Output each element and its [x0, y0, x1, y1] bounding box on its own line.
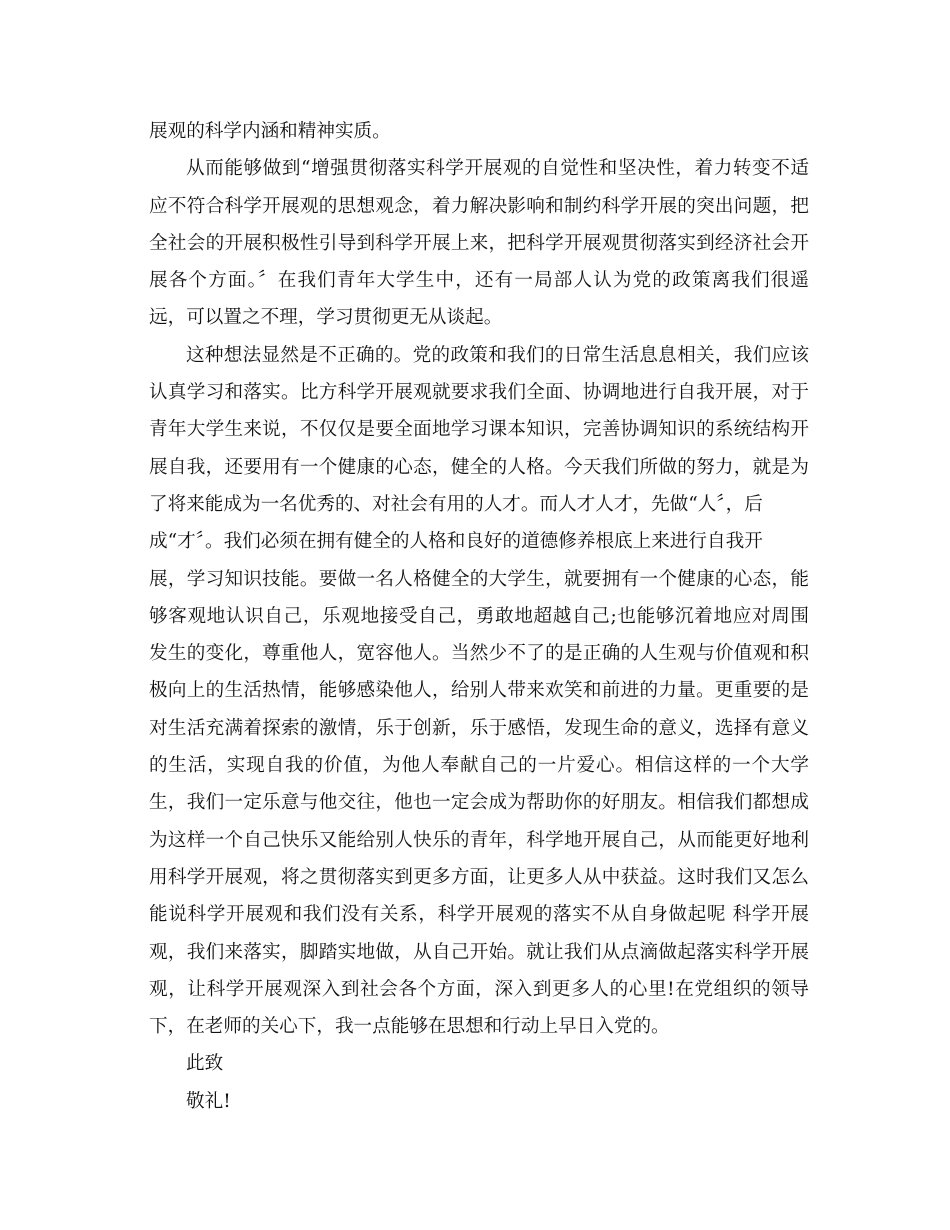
text-line: 展各个方面。〞在我们青年大学生中，还有一局部人认为党的政策离我们很遥 [149, 270, 809, 292]
text-line: 的生活，实现自我的价值，为他人奉献自己的一片爱心。相信这样的一个大学 [149, 755, 809, 777]
text-line: 全社会的开展积极性引导到科学开展上来，把科学开展观贯彻落实到经济社会开 [149, 232, 809, 254]
text-line: 成“才〞。我们必须在拥有健全的人格和良好的道德修养根底上来进行自我开 [149, 531, 763, 553]
text-line: 应不符合科学开展观的思想观念，着力解决影响和制约科学开展的突出问题，把 [149, 195, 809, 217]
text-line: 极向上的生活热情，能够感染他人，给别人带来欢笑和前进的力量。更重要的是 [149, 680, 809, 702]
text-line: 了将来能成为一名优秀的、对社会有用的人才。而人才人才，先做“人〞，后 [149, 493, 763, 515]
text-line: 展观的科学内涵和精神实质。 [149, 121, 391, 142]
text-line: 能说科学开展观和我们没有关系，科学开展观的落实不从自身做起呢 科学开展 [149, 904, 809, 926]
text-line: 生，我们一定乐意与他交往，他也一定会成为帮助你的好朋友。相信我们都想成 [149, 792, 809, 814]
text-line: 从而能够做到“增强贯彻落实科学开展观的自觉性和坚决性，着力转变不适 [186, 158, 809, 180]
text-line: 为这样一个自己快乐又能给别人快乐的青年，科学地开展自己，从而能更好地利 [149, 829, 809, 851]
text-line: 观，我们来落实，脚踏实地做，从自己开始。就让我们从点滴做起落实科学开展 [149, 941, 809, 963]
text-line: 下，在老师的关心下，我一点能够在思想和行动上早日入党的。 [149, 1016, 670, 1038]
text-line: 观，让科学开展观深入到社会各个方面，深入到更多人的心里!在党组织的领导 [149, 978, 809, 1000]
text-line: 够客观地认识自己，乐观地接受自己，勇敢地超越自己;也能够沉着地应对周围 [149, 605, 809, 627]
text-line: 发生的变化，尊重他人，宽容他人。当然少不了的是正确的人生观与价值观和积 [149, 643, 809, 665]
text-line: 远，可以置之不理，学习贯彻更无从谈起。 [149, 307, 503, 329]
text-line: 这种想法显然是不正确的。党的政策和我们的日常生活息息相关，我们应该 [186, 344, 809, 366]
letter-body [149, 113, 809, 1120]
closing-salutation: 此致 [186, 1053, 224, 1075]
text-line: 用科学开展观，将之贯彻落实到更多方面，让更多人从中获益。这时我们又怎么 [149, 866, 809, 888]
text-line: 认真学习和落实。比方科学开展观就要求我们全面、协调地进行自我开展，对于 [149, 382, 809, 404]
text-line: 展，学习知识技能。要做一名人格健全的大学生，就要拥有一个健康的心态，能 [149, 568, 809, 590]
closing-regards: 敬礼! [186, 1090, 231, 1112]
text-line: 展自我，还要用有一个健康的心态，健全的人格。今天我们所做的努力，就是为 [149, 456, 809, 478]
text-line: 对生活充满着探索的激情，乐于创新，乐于感悟，发现生命的意义，选择有意义 [149, 717, 809, 739]
text-line: 青年大学生来说，不仅仅是要全面地学习课本知识，完善协调知识的系统结构开 [149, 419, 809, 441]
